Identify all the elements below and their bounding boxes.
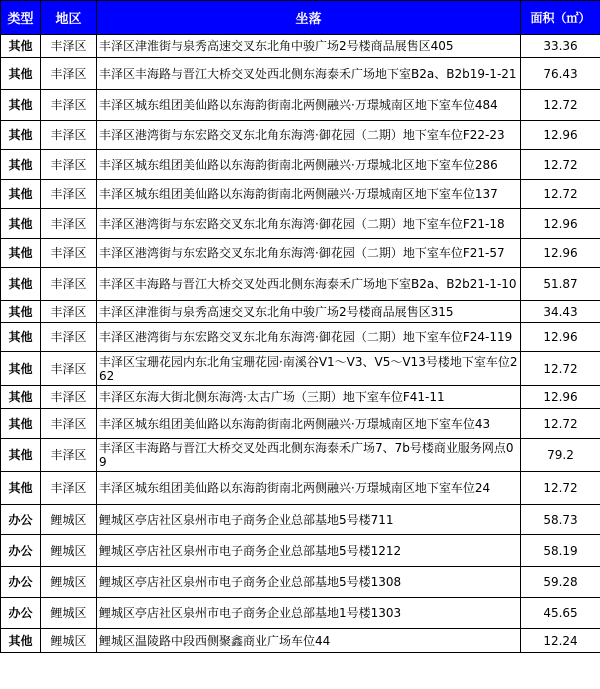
cell-region: 丰泽区 — [41, 352, 97, 386]
cell-region: 鲤城区 — [41, 598, 97, 629]
cell-region: 丰泽区 — [41, 35, 97, 58]
cell-type: 其他 — [1, 180, 41, 209]
cell-address: 鲤城区亭店社区泉州市电子商务企业总部基地5号楼1308 — [97, 567, 521, 598]
cell-area: 45.65 — [521, 598, 600, 629]
cell-address: 丰泽区城东组团美仙路以东海韵街南北两侧融兴·万璟城南区地下室车位137 — [97, 180, 521, 209]
cell-type: 办公 — [1, 535, 41, 567]
cell-area: 79.2 — [521, 439, 600, 472]
cell-region: 丰泽区 — [41, 209, 97, 239]
table-row — [1, 150, 600, 180]
cell-area: 34.43 — [521, 301, 600, 323]
cell-region: 鲤城区 — [41, 567, 97, 598]
cell-address: 丰泽区丰海路与晋江大桥交叉处西北侧东海泰禾广场地下室B2a、B2b19-1-21 — [97, 58, 521, 90]
cell-type: 其他 — [1, 35, 41, 58]
table-row — [1, 180, 600, 209]
cell-address: 丰泽区丰海路与晋江大桥交叉处西北侧东海泰禾广场7、7b号楼商业服务网点09 — [97, 439, 521, 472]
cell-address: 鲤城区亭店社区泉州市电子商务企业总部基地5号楼711 — [97, 505, 521, 535]
cell-region: 鲤城区 — [41, 535, 97, 567]
cell-area: 58.73 — [521, 505, 600, 535]
cell-region: 丰泽区 — [41, 472, 97, 505]
cell-region: 丰泽区 — [41, 439, 97, 472]
cell-area: 12.72 — [521, 150, 600, 180]
cell-region: 丰泽区 — [41, 301, 97, 323]
cell-type: 其他 — [1, 439, 41, 472]
table-row — [1, 239, 600, 268]
table-row — [1, 301, 600, 323]
table-row — [1, 35, 600, 58]
table-row — [1, 386, 600, 409]
cell-area: 12.96 — [521, 323, 600, 352]
cell-region: 丰泽区 — [41, 268, 97, 301]
cell-area: 12.96 — [521, 239, 600, 268]
cell-address: 鲤城区亭店社区泉州市电子商务企业总部基地5号楼1212 — [97, 535, 521, 567]
cell-address: 丰泽区宝珊花园内东北角宝珊花园·南溪谷V1～V3、V5～V13号楼地下室车位262 — [97, 352, 521, 386]
cell-area: 12.72 — [521, 90, 600, 121]
header-address: 坐落 — [97, 1, 521, 35]
cell-region: 丰泽区 — [41, 386, 97, 409]
cell-area: 12.96 — [521, 386, 600, 409]
table-row — [1, 472, 600, 505]
cell-address: 鲤城区亭店社区泉州市电子商务企业总部基地1号楼1303 — [97, 598, 521, 629]
cell-area: 12.72 — [521, 409, 600, 439]
cell-type: 其他 — [1, 239, 41, 268]
cell-region: 丰泽区 — [41, 90, 97, 121]
cell-type: 其他 — [1, 386, 41, 409]
cell-type: 办公 — [1, 598, 41, 629]
cell-type: 其他 — [1, 629, 41, 653]
cell-region: 丰泽区 — [41, 409, 97, 439]
cell-type: 其他 — [1, 409, 41, 439]
cell-region: 丰泽区 — [41, 239, 97, 268]
cell-address: 丰泽区港湾街与东宏路交叉东北角东海湾·御花园（二期）地下室车位F22-23 — [97, 121, 521, 150]
cell-area: 12.72 — [521, 180, 600, 209]
cell-address: 丰泽区东海大街北侧东海湾·太古广场（三期）地下室车位F41-11 — [97, 386, 521, 409]
cell-region: 丰泽区 — [41, 180, 97, 209]
header-type: 类型 — [1, 1, 41, 35]
cell-type: 其他 — [1, 352, 41, 386]
cell-region: 丰泽区 — [41, 323, 97, 352]
cell-area: 12.72 — [521, 472, 600, 505]
header-row — [1, 1, 600, 35]
cell-region: 丰泽区 — [41, 58, 97, 90]
table-row — [1, 629, 600, 653]
table-row — [1, 121, 600, 150]
cell-region: 鲤城区 — [41, 505, 97, 535]
cell-address: 丰泽区城东组团美仙路以东海韵街南北两侧融兴·万璟城南区地下室车位24 — [97, 472, 521, 505]
cell-area: 51.87 — [521, 268, 600, 301]
cell-address: 丰泽区港湾街与东宏路交叉东北角东海湾·御花园（二期）地下室车位F24-119 — [97, 323, 521, 352]
cell-area: 33.36 — [521, 35, 600, 58]
header-region: 地区 — [41, 1, 97, 35]
cell-address: 丰泽区城东组团美仙路以东海韵街南北两侧融兴·万璟城南区地下室车位484 — [97, 90, 521, 121]
cell-area: 12.96 — [521, 209, 600, 239]
cell-address: 丰泽区港湾街与东宏路交叉东北角东海湾·御花园（二期）地下室车位F21-57 — [97, 239, 521, 268]
cell-type: 办公 — [1, 567, 41, 598]
cell-type: 其他 — [1, 121, 41, 150]
table-row — [1, 505, 600, 535]
table-row — [1, 598, 600, 629]
cell-region: 丰泽区 — [41, 150, 97, 180]
table-row — [1, 90, 600, 121]
cell-type: 其他 — [1, 58, 41, 90]
cell-address: 丰泽区津淮街与泉秀高速交叉东北角中骏广场2号楼商品展售区315 — [97, 301, 521, 323]
cell-area: 76.43 — [521, 58, 600, 90]
table-row — [1, 439, 600, 472]
cell-type: 其他 — [1, 150, 41, 180]
cell-address: 丰泽区港湾街与东宏路交叉东北角东海湾·御花园（二期）地下室车位F21-18 — [97, 209, 521, 239]
cell-type: 其他 — [1, 472, 41, 505]
cell-address: 丰泽区城东组团美仙路以东海韵街南北两侧融兴·万璟城南区地下室车位43 — [97, 409, 521, 439]
cell-address: 鲤城区温陵路中段西侧聚鑫商业广场车位44 — [97, 629, 521, 653]
cell-area: 12.72 — [521, 352, 600, 386]
cell-address: 丰泽区津淮街与泉秀高速交叉东北角中骏广场2号楼商品展售区405 — [97, 35, 521, 58]
cell-area: 59.28 — [521, 567, 600, 598]
cell-type: 其他 — [1, 323, 41, 352]
table-row — [1, 567, 600, 598]
cell-region: 丰泽区 — [41, 121, 97, 150]
cell-address: 丰泽区丰海路与晋江大桥交叉处西北侧东海泰禾广场地下室B2a、B2b21-1-10 — [97, 268, 521, 301]
cell-region: 鲤城区 — [41, 629, 97, 653]
table-row — [1, 535, 600, 567]
table-row — [1, 268, 600, 301]
cell-area: 12.24 — [521, 629, 600, 653]
cell-area: 12.96 — [521, 121, 600, 150]
cell-type: 其他 — [1, 209, 41, 239]
cell-type: 其他 — [1, 301, 41, 323]
cell-type: 办公 — [1, 505, 41, 535]
header-area: 面积（㎡） — [521, 1, 600, 35]
cell-type: 其他 — [1, 90, 41, 121]
table-row — [1, 209, 600, 239]
table-row — [1, 409, 600, 439]
cell-type: 其他 — [1, 268, 41, 301]
table-row — [1, 58, 600, 90]
cell-area: 58.19 — [521, 535, 600, 567]
table-row — [1, 352, 600, 386]
table-row — [1, 323, 600, 352]
cell-address: 丰泽区城东组团美仙路以东海韵街南北两侧融兴·万璟城北区地下室车位286 — [97, 150, 521, 180]
